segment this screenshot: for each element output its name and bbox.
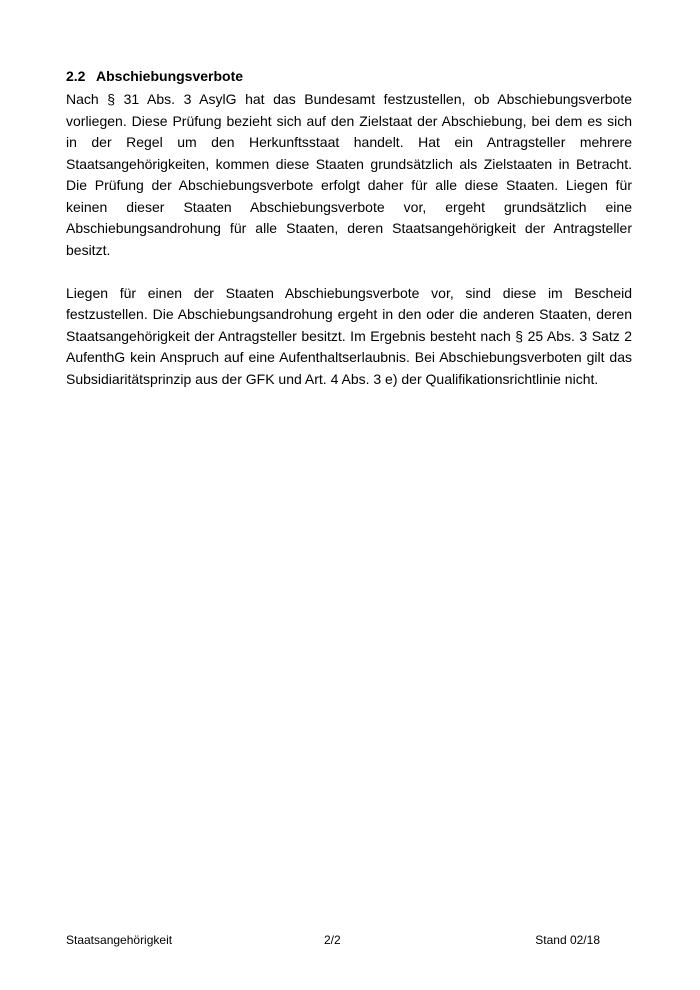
document-content (66, 66, 632, 390)
footer-document-title: Staatsangehörigkeit (66, 933, 173, 947)
section-number: 2.2 (66, 68, 86, 84)
section-title: Abschiebungsverbote (96, 68, 244, 84)
section-heading (66, 66, 632, 86)
paragraph-2: Liegen für einen der Staaten Abschiebungsverbote vor, sind diese im Bescheid festzustellen. Die Abschiebungsandrohung ergeht in den oder die anderen Staaten, deren Staatsangehörigkeit der Antragsteller besitzt. Im Ergebnis besteht nach § 25 Abs. 3 Satz 2 AufenthG kein Anspruch auf eine Aufenthaltserlaubnis. Bei Abschiebungsverboten gilt das Subsidiaritätsprinzip aus der GFK und Art. 4 Abs. 3 e) der Qualifikationsrichtlinie nicht. (66, 284, 632, 387)
footer-page-number: 2/2 (324, 933, 341, 947)
footer-version: Stand 02/18 (535, 933, 600, 947)
paragraph-1: Nach § 31 Abs. 3 AsylG hat das Bundesamt festzustellen, ob Abschiebungsverbote vorliegen. Diese Prüfung bezieht sich auf den Zielstaat der Abschiebung, bei dem es sich in der Regel um den Herkunftsstaat handelt. Hat ein Antragsteller mehrere Staatsangehörigkeiten, kommen diese Staaten grundsätzlich als Zielstaaten in Betracht. Die Prüfung der Abschiebungsverbote erfolgt daher für alle diese Staaten. Liegen für keinen dieser Staaten Abschiebungsverbote vor, ergeht grundsätzlich eine Abschiebungsandrohung für alle Staaten, deren Staatsangehörigkeit der Antragsteller besitzt. (66, 91, 632, 258)
